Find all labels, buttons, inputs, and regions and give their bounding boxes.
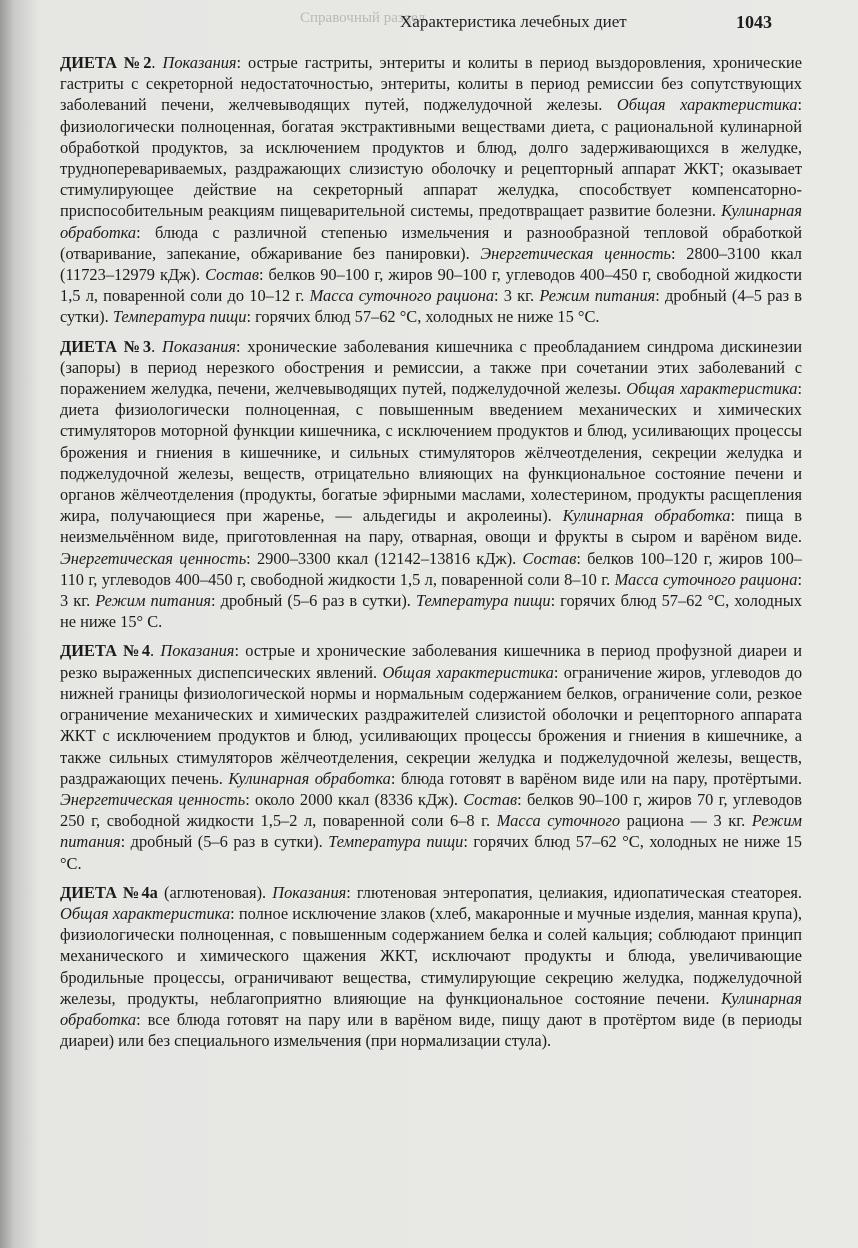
field-label: Режим питания bbox=[95, 591, 212, 611]
running-header bbox=[60, 6, 802, 36]
field-text: : горячих блюд 57–62 °C, холодных не ниже 15° C. bbox=[60, 591, 803, 632]
field-label: Температура пищи bbox=[415, 591, 551, 611]
field-text: (аглютеновая). bbox=[157, 882, 273, 902]
field-label: Температура пищи bbox=[112, 307, 247, 327]
field-label: Энергетическая ценность bbox=[480, 243, 672, 263]
field-text: : блюда готовят в варёном виде или на пару, протёртыми. bbox=[390, 768, 802, 788]
diet-paragraph bbox=[60, 882, 802, 1052]
diet-heading: ДИЕТА №2 bbox=[60, 53, 152, 72]
field-text: : острые и хронические заболевания кишечника в период профузной диареи и резко выраженных диспепсических явлений. bbox=[60, 641, 802, 682]
field-label: Общая характеристика bbox=[616, 95, 798, 115]
field-text: : белков 90–100 г, жиров 90–100 г, углеводов 400–450 г, свободной жидкости 1,5 л, поваренной соли до 10–12 г. bbox=[60, 265, 803, 306]
field-text: : физиологически полноценная, богатая экстрактивными веществами диета, с рациональной кулинарной обработкой продуктов, за исключением продуктов и блюд, долго задерживающихся в желудке, трудноперевариваемых, раздражающих слизистую оболочку и рецепторный аппарат ЖКТ; оказывает стимулирующее действие на секреторный аппарат желудка, способствует компенсаторно-приспособительным реакциям пищеварительной системы, предотвращает развитие болезни. bbox=[60, 95, 802, 221]
field-text: : дробный (4–5 раз в сутки). bbox=[60, 286, 803, 327]
field-label: Кулинарная обработка bbox=[228, 768, 391, 788]
field-label: Общая характеристика bbox=[60, 903, 231, 923]
field-text: : горячих блюд 57–62 °C, холодных не ниже 15 °C. bbox=[60, 832, 802, 873]
field-text: : дробный (5–6 раз в сутки). bbox=[120, 832, 329, 852]
page-number: 1043 bbox=[736, 12, 772, 32]
field-text: : хронические заболевания кишечника с преобладанием синдрома дискинезии (запоры) в период нерезкого обострения и ремиссии, а также при сочетании этих заболеваний с поражением желудка, печени, желчевыводящих путей, поджелудочной железы. bbox=[60, 336, 802, 399]
field-text: : 2800–3100 ккал (11723–12979 кДж). bbox=[60, 243, 802, 285]
field-label: Общая характеристика bbox=[382, 662, 554, 682]
diet-paragraph: ДИЕТА №2. Показания: острые гастриты, энтериты и колиты в период выздоровления, хронические гастриты с секреторной недостаточностью, энтериты, колиты в период ремиссии без сопутствующих заболеваний печени, желчевыводящих путей, поджелудочной железы. Общая характеристика: физиологически полноценная, богатая экстрактивными веществами диета, с рациональной кулинарной обработкой продуктов, за исключением продуктов и блюд, долго задерживающихся в желудке, трудноперевариваемых, раздражающих слизистую оболочку и рецепторный аппарат ЖКТ; оказывает стимулирующее действие на секреторный аппарат желудка, способствует компенсаторно-приспособительным реакциям пищеварительной системы, предотвращает развитие болезни. Кулинарная обработка: блюда с различной степенью измельчения и разнообразной тепловой обработкой (отваривание, запекание, обжаривание без панировки). Энергетическая ценность: 2800–3100 ккал (11723–12979 кДж). Состав: белков 90–100 г, жиров 90–100 г, углеводов 400–450 г, свободной жидкости 1,5 л, поваренной соли до 10–12 г. Масса суточного рациона: 3 кг. Режим питания: дробный (4–5 раз в сутки). Температура пищи: горячих блюд 57–62 °C, холодных не ниже 15 °C. bbox=[60, 53, 803, 327]
field-label: Режим питания bbox=[539, 286, 656, 306]
field-label: Масса суточного bbox=[496, 811, 621, 831]
field-label: Показания bbox=[162, 336, 237, 356]
field-text: : острые гастриты, энтериты и колиты в период выздоровления, хронические гастриты с секреторной недостаточностью, энтериты, колиты в период ремиссии без сопутствующих заболеваний печени, желчевыводящих путей, поджелудочной железы. bbox=[60, 53, 802, 115]
field-text: : пища в неизмельчённом виде, приготовленная на пару, отварная, овощи и фрукты в сыром и варёном виде. bbox=[60, 506, 802, 547]
field-label: Показания bbox=[160, 641, 235, 661]
field-text: : белков 100–120 г, жиров 100–110 г, углеводов 400–450 г, свободной жидкости 1,5 л, поваренной соли 8–10 г. bbox=[60, 548, 802, 589]
field-text: : полное исключение злаков (хлеб, макаронные и мучные изделия, манная крупа), физиологически полноценная, с повышенным содержанием белка и солей кальция; соблюдают принцип механического и химического щажения ЖКТ, исключают продукты и блюда, увеличивающие бродильные процессы, ограничивают вещества, стимулирующие секрецию желудка, поджелудочной железы, продукты, неблагоприятно влияющие на функциональное состояние печени. bbox=[60, 903, 802, 1008]
field-label: Режим питания bbox=[60, 811, 802, 852]
body-text bbox=[60, 52, 802, 1059]
field-text: : все блюда готовят на пару или в варёном виде, пищу дают в протёртом виде (в периоды диареи) или без специального измельчения (при нормализации стула). bbox=[60, 1009, 802, 1051]
field-text: рациона — 3 кг. bbox=[620, 811, 752, 831]
field-label: Масса суточного рациона bbox=[614, 569, 798, 589]
diet-heading: ДИЕТА №4 bbox=[60, 641, 151, 661]
field-text: : дробный (5–6 раз в сутки). bbox=[211, 591, 416, 611]
field-text: : 3 кг. bbox=[60, 569, 802, 611]
field-text: : около 2000 ккал (8336 кДж). bbox=[245, 789, 464, 809]
field-label: Кулинарная обработка bbox=[562, 506, 731, 526]
field-text: : 3 кг. bbox=[494, 286, 540, 306]
field-label: Кулинарная обработка bbox=[60, 201, 802, 242]
diet-heading: ДИЕТА №4а bbox=[60, 882, 158, 902]
diet-paragraph: ДИЕТА №3. Показания: хронические заболевания кишечника с преобладанием синдрома дискинезии (запоры) в период нерезкого обострения и ремиссии, а также при сочетании этих заболеваний с поражением желудка, печени, желчевыводящих путей, поджелудочной железы. Общая характеристика: диета физиологически полноценная, с повышенным введением механических и химических стимуляторов моторной функции кишечника, с исключением продуктов и блюд, усиливающих процессы брожения и гниения в кишечнике, и сильных стимуляторов жёлчеотделения, секреции желудка и поджелудочной железы, веществ, отрицательно влияющих на функциональное состояние печени и органов жёлчеотделения (продукты, богатые эфирными маслами, холестерином, продукты расщепления жира, получающиеся при жаренье, — альдегиды и акролеины). Кулинарная обработка: пища в неизмельчённом виде, приготовленная на пару, отварная, овощи и фрукты в сыром и варёном виде. Энергетическая ценность: 2900–3300 ккал (12142–13816 кДж). Состав: белков 100–120 г, жиров 100–110 г, углеводов 400–450 г, свободной жидкости 1,5 л, поваренной соли 8–10 г. Масса суточного рациона: 3 кг. Режим питания: дробный (5–6 раз в сутки). Температура пищи: горячих блюд 57–62 °C, холодных не ниже 15° C. bbox=[60, 336, 803, 632]
field-label: Масса суточного рациона bbox=[309, 286, 495, 306]
field-label: Кулинарная обработка bbox=[60, 988, 802, 1029]
bleed-through-text: Справочный раздел bbox=[300, 10, 426, 26]
field-text: : белков 90–100 г, жиров 70 г, углеводов 250 г, свободной жидкости 1,5–2 л, поваренной соли 6–8 г. bbox=[60, 789, 802, 831]
field-text: : горячих блюд 57–62 °C, холодных не ниже 15 °C. bbox=[246, 307, 600, 327]
field-label: Энергетическая ценность bbox=[60, 548, 247, 568]
field-label: Энергетическая ценность bbox=[60, 789, 246, 809]
field-text: : блюда с различной степенью измельчения и разнообразной тепловой обработкой (отваривание, запекание, обжаривание без панировки). bbox=[60, 222, 802, 263]
field-label: Общая характеристика bbox=[626, 379, 798, 399]
field-text: : 2900–3300 ккал (12142–13816 кДж). bbox=[246, 548, 523, 568]
field-label: Состав bbox=[522, 548, 577, 568]
field-label: Состав bbox=[205, 265, 259, 285]
diet-heading: ДИЕТА №3 bbox=[60, 336, 152, 356]
running-title: Характеристика лечебных диет bbox=[400, 12, 627, 31]
field-label: Показания bbox=[162, 53, 237, 72]
field-text: : глютеновая энтеропатия, целиакия, идиопатическая стеаторея. bbox=[346, 882, 803, 902]
diet-paragraph: ДИЕТА №4. Показания: острые и хронические заболевания кишечника в период профузной диареи и резко выраженных диспепсических явлений. Общая характеристика: ограничение жиров, углеводов до нижней границы физиологической нормы и нормальным содержанием белков, ограничение соли, резкое ограничение механических и химических раздражителей слизистой оболочки и рецепторного аппарата ЖКТ с исключением продуктов и блюд, усиливающих процессы брожения и гниения в кишечнике, а также сильных стимуляторов жёлчеотделения, секреции желудка и поджелудочной железы, веществ, раздражающих печень. Кулинарная обработка: блюда готовят в варёном виде или на пару, протёртыми. Энергетическая ценность: около 2000 ккал (8336 кДж). Состав: белков 90–100 г, жиров 70 г, углеводов 250 г, свободной жидкости 1,5–2 л, поваренной соли 6–8 г. Масса суточного рациона — 3 кг. Режим питания: дробный (5–6 раз в сутки). Температура пищи: горячих блюд 57–62 °C, холодных не ниже 15 °C. bbox=[60, 641, 803, 873]
field-text: : ограничение жиров, углеводов до нижней границы физиологической нормы и нормальным содержанием белков, ограничение соли, резкое ограничение механических и химических раздражителей слизистой оболочки и рецепторного аппарата ЖКТ с исключением продуктов и блюд, усиливающих процессы брожения и гниения в кишечнике, а также сильных стимуляторов жёлчеотделения, секреции желудка и поджелудочной железы, веществ, раздражающих печень. bbox=[60, 662, 803, 788]
field-label: Показания bbox=[272, 882, 347, 902]
field-text: : диета физиологически полноценная, с повышенным введением механических и химических стимуляторов моторной функции кишечника, с исключением продуктов и блюд, усиливающих процессы брожения и гниения в кишечнике, и сильных стимуляторов жёлчеотделения, секреции желудка и поджелудочной железы, веществ, отрицательно влияющих на функциональное состояние печени и органов жёлчеотделения (продукты, богатые эфирными маслами, холестерином, продукты расщепления жира, получающиеся при жаренье, — альдегиды и акролеины). bbox=[60, 379, 803, 526]
field-label: Состав bbox=[463, 789, 518, 809]
field-label: Температура пищи bbox=[328, 832, 464, 852]
